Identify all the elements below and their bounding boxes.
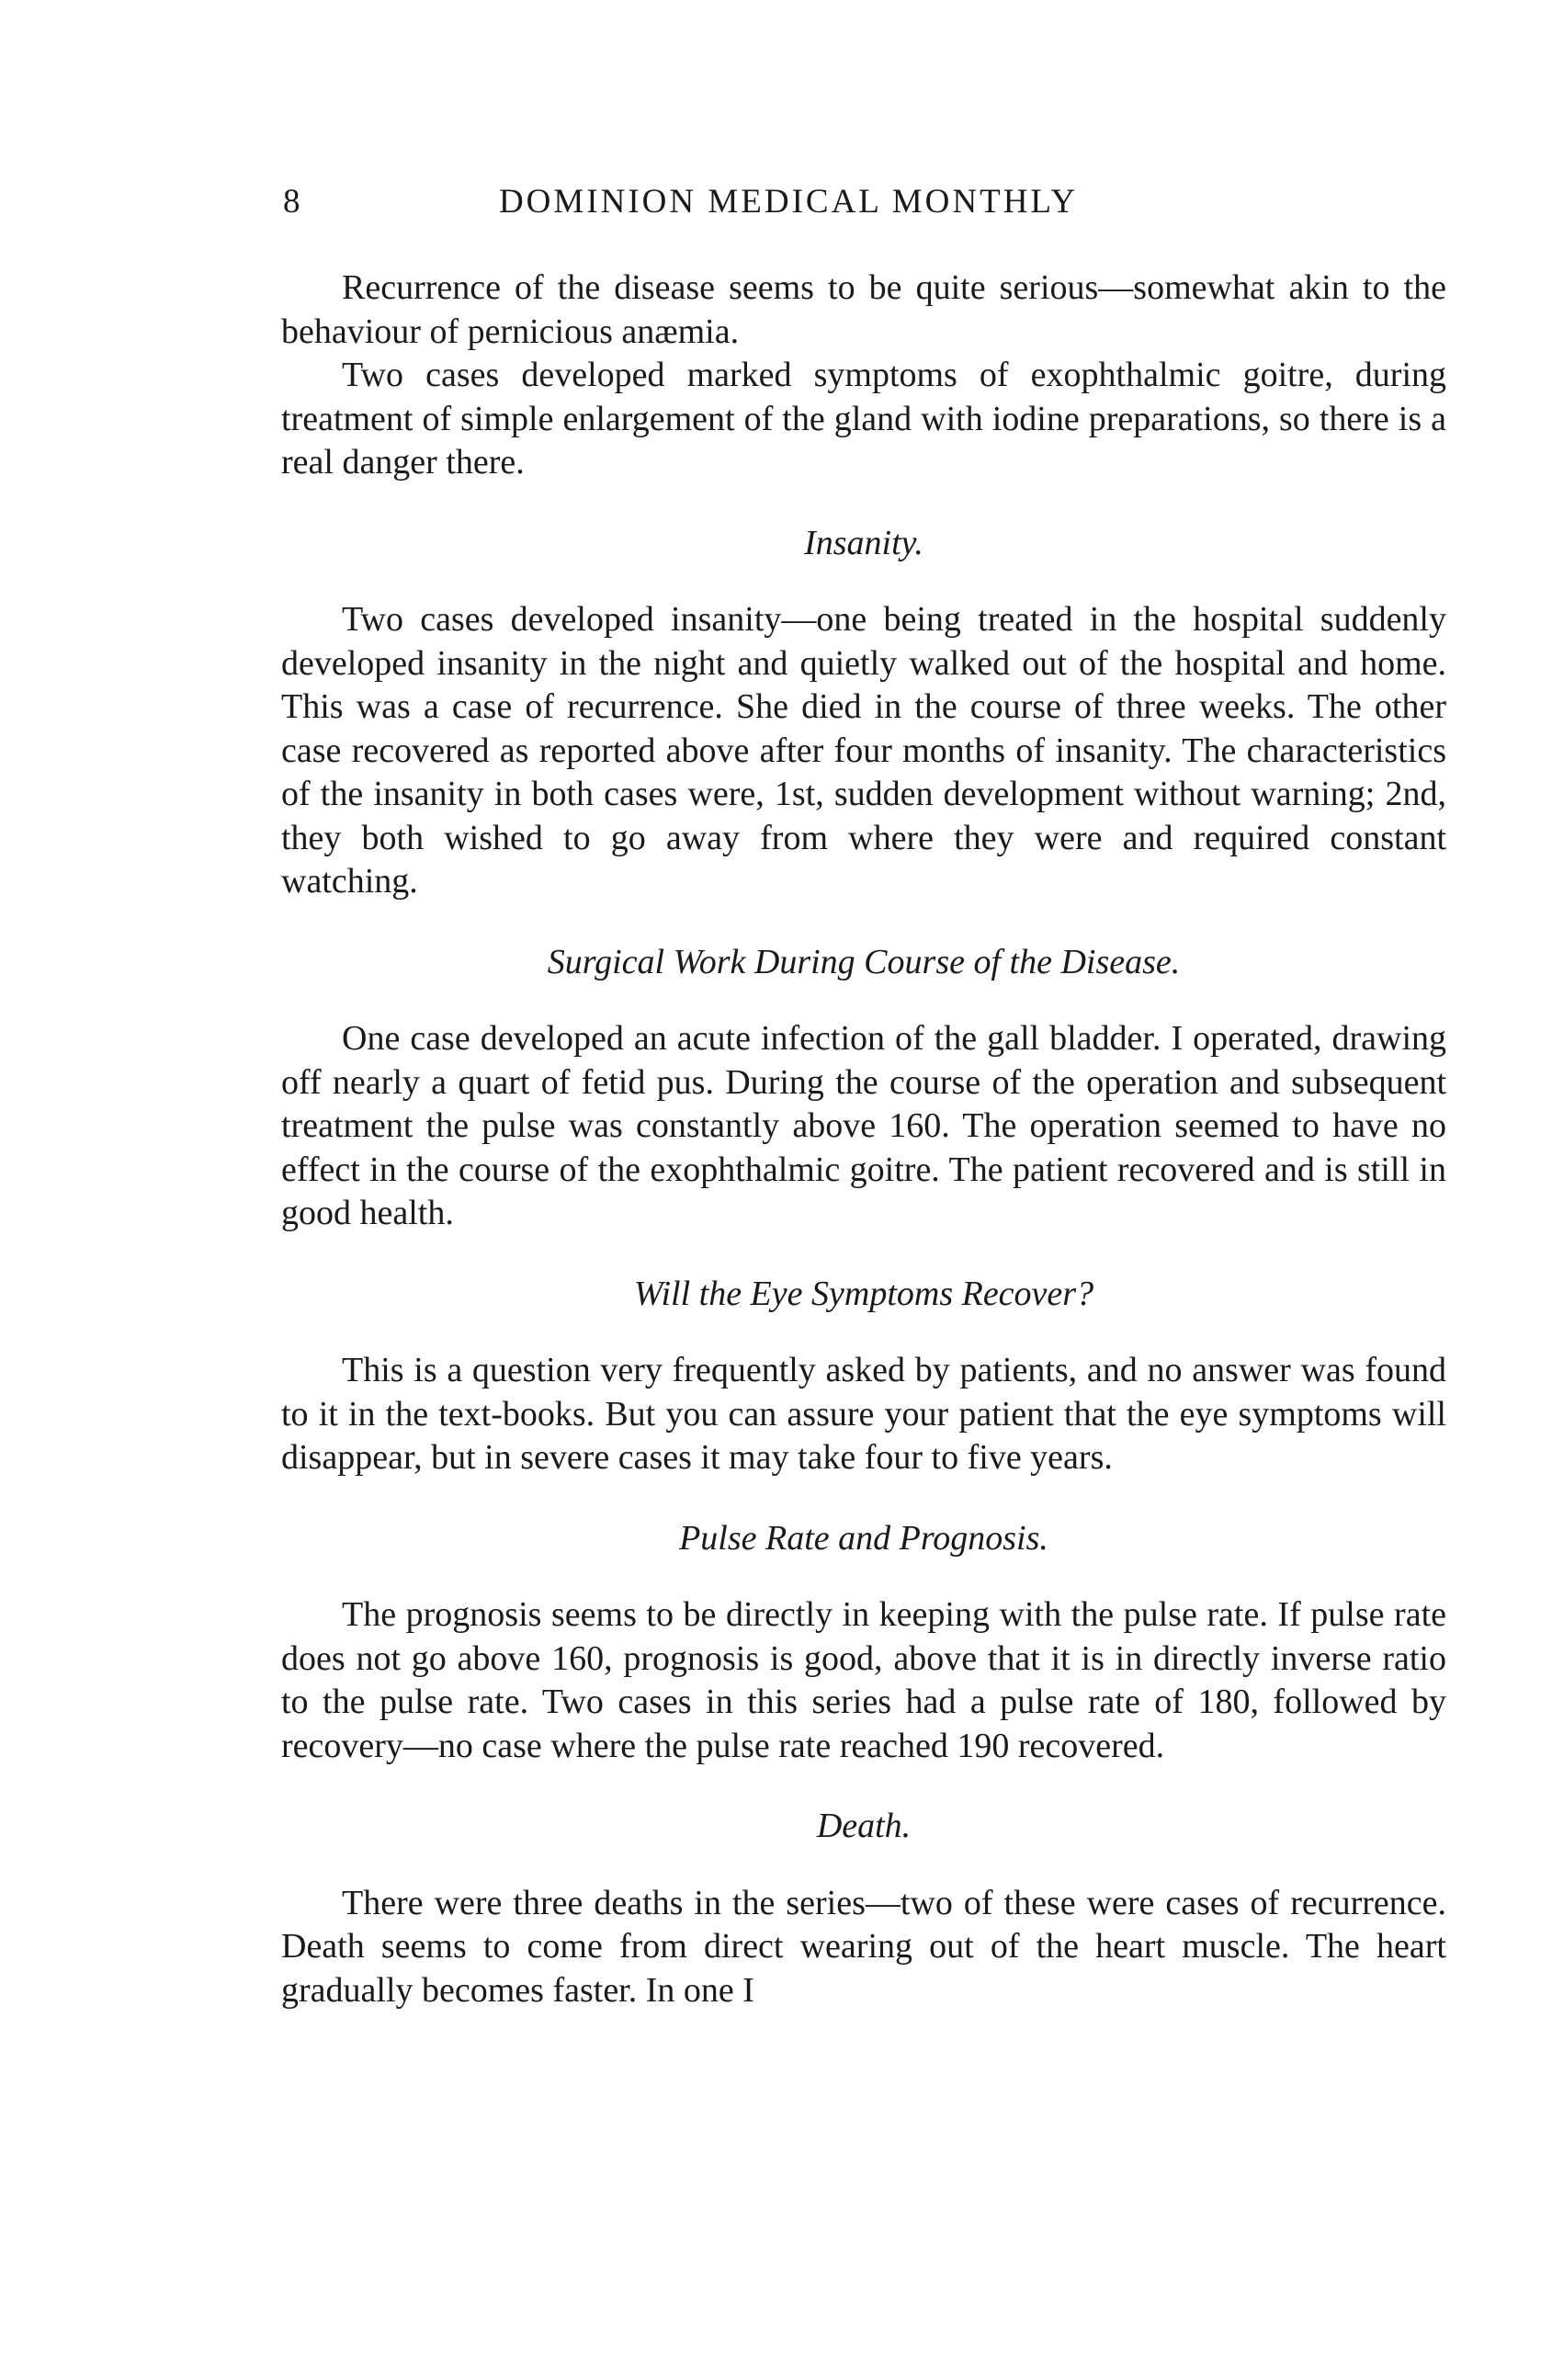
heading-death: Death. [816,1807,912,1845]
heading-insanity: Insanity. [804,523,923,562]
heading-surgical-work: Surgical Work During Course of the Disease. [547,942,1181,981]
paragraph-pulse-rate: The prognosis seems to be directly in keeping with the pulse rate. If pulse rate does not go above 160, prognosis is good, above that it is in directly inverse ratio to the pulse rate. Two cases in this series had a pulse rate of 180, followed by recovery—no case where the pulse rate reached 190 recovered. [281,1595,1446,1765]
paragraph-death: There were three deaths in the series—two of these were cases of recurrence. Death seems to come from direct wearing out of the heart muscle. The heart gradually becomes faster. In one I [281,1883,1446,2010]
heading-eye-symptoms: Will the Eye Symptoms Recover? [633,1274,1094,1313]
paragraph-surgical-work: One case developed an acute infection of the gall bladder. I operated, drawing off nearly a quart of fetid pus. During the course of the operation and subsequent treatment the pulse was constantly above 160. The operation seemed to have no effect in the course of the exophthalmic goitre. The patient recovered and is still in good health. [281,1019,1446,1232]
article-body [281,266,1446,2012]
paragraph-eye-symptoms: This is a question very frequently asked by patients, and no answer was found to it in the text-books. But you can assure your patient that the eye symptoms will disappear, but in severe cases it may take four to five years. [281,1351,1446,1477]
page-number: 8 [283,183,303,221]
running-head [283,182,1257,228]
paragraph-recurrence: Recurrence of the disease seems to be quite serious—somewhat akin to the behaviour of pernicious anæmia. [281,268,1446,351]
paragraph-iodine-danger: Two cases developed marked symptoms of exophthalmic goitre, during treatment of simple enlargement of the gland with iodine preparations, so there is a real danger there. [281,356,1446,482]
heading-pulse-rate: Pulse Rate and Prognosis. [679,1518,1048,1558]
journal-title: DOMINION MEDICAL MONTHLY [498,183,1079,221]
paragraph-insanity: Two cases developed insanity—one being treated in the hospital suddenly developed insanity in the night and quietly walked out of the hospital and home. This was a case of recurrence. She died in the course of three weeks. The other case recovered as reported above after four months of insanity. The characteristics of the insanity in both cases were, 1st, sudden development without warning; 2nd, they both wished to go away from where they were and required constant watching. [281,600,1446,901]
